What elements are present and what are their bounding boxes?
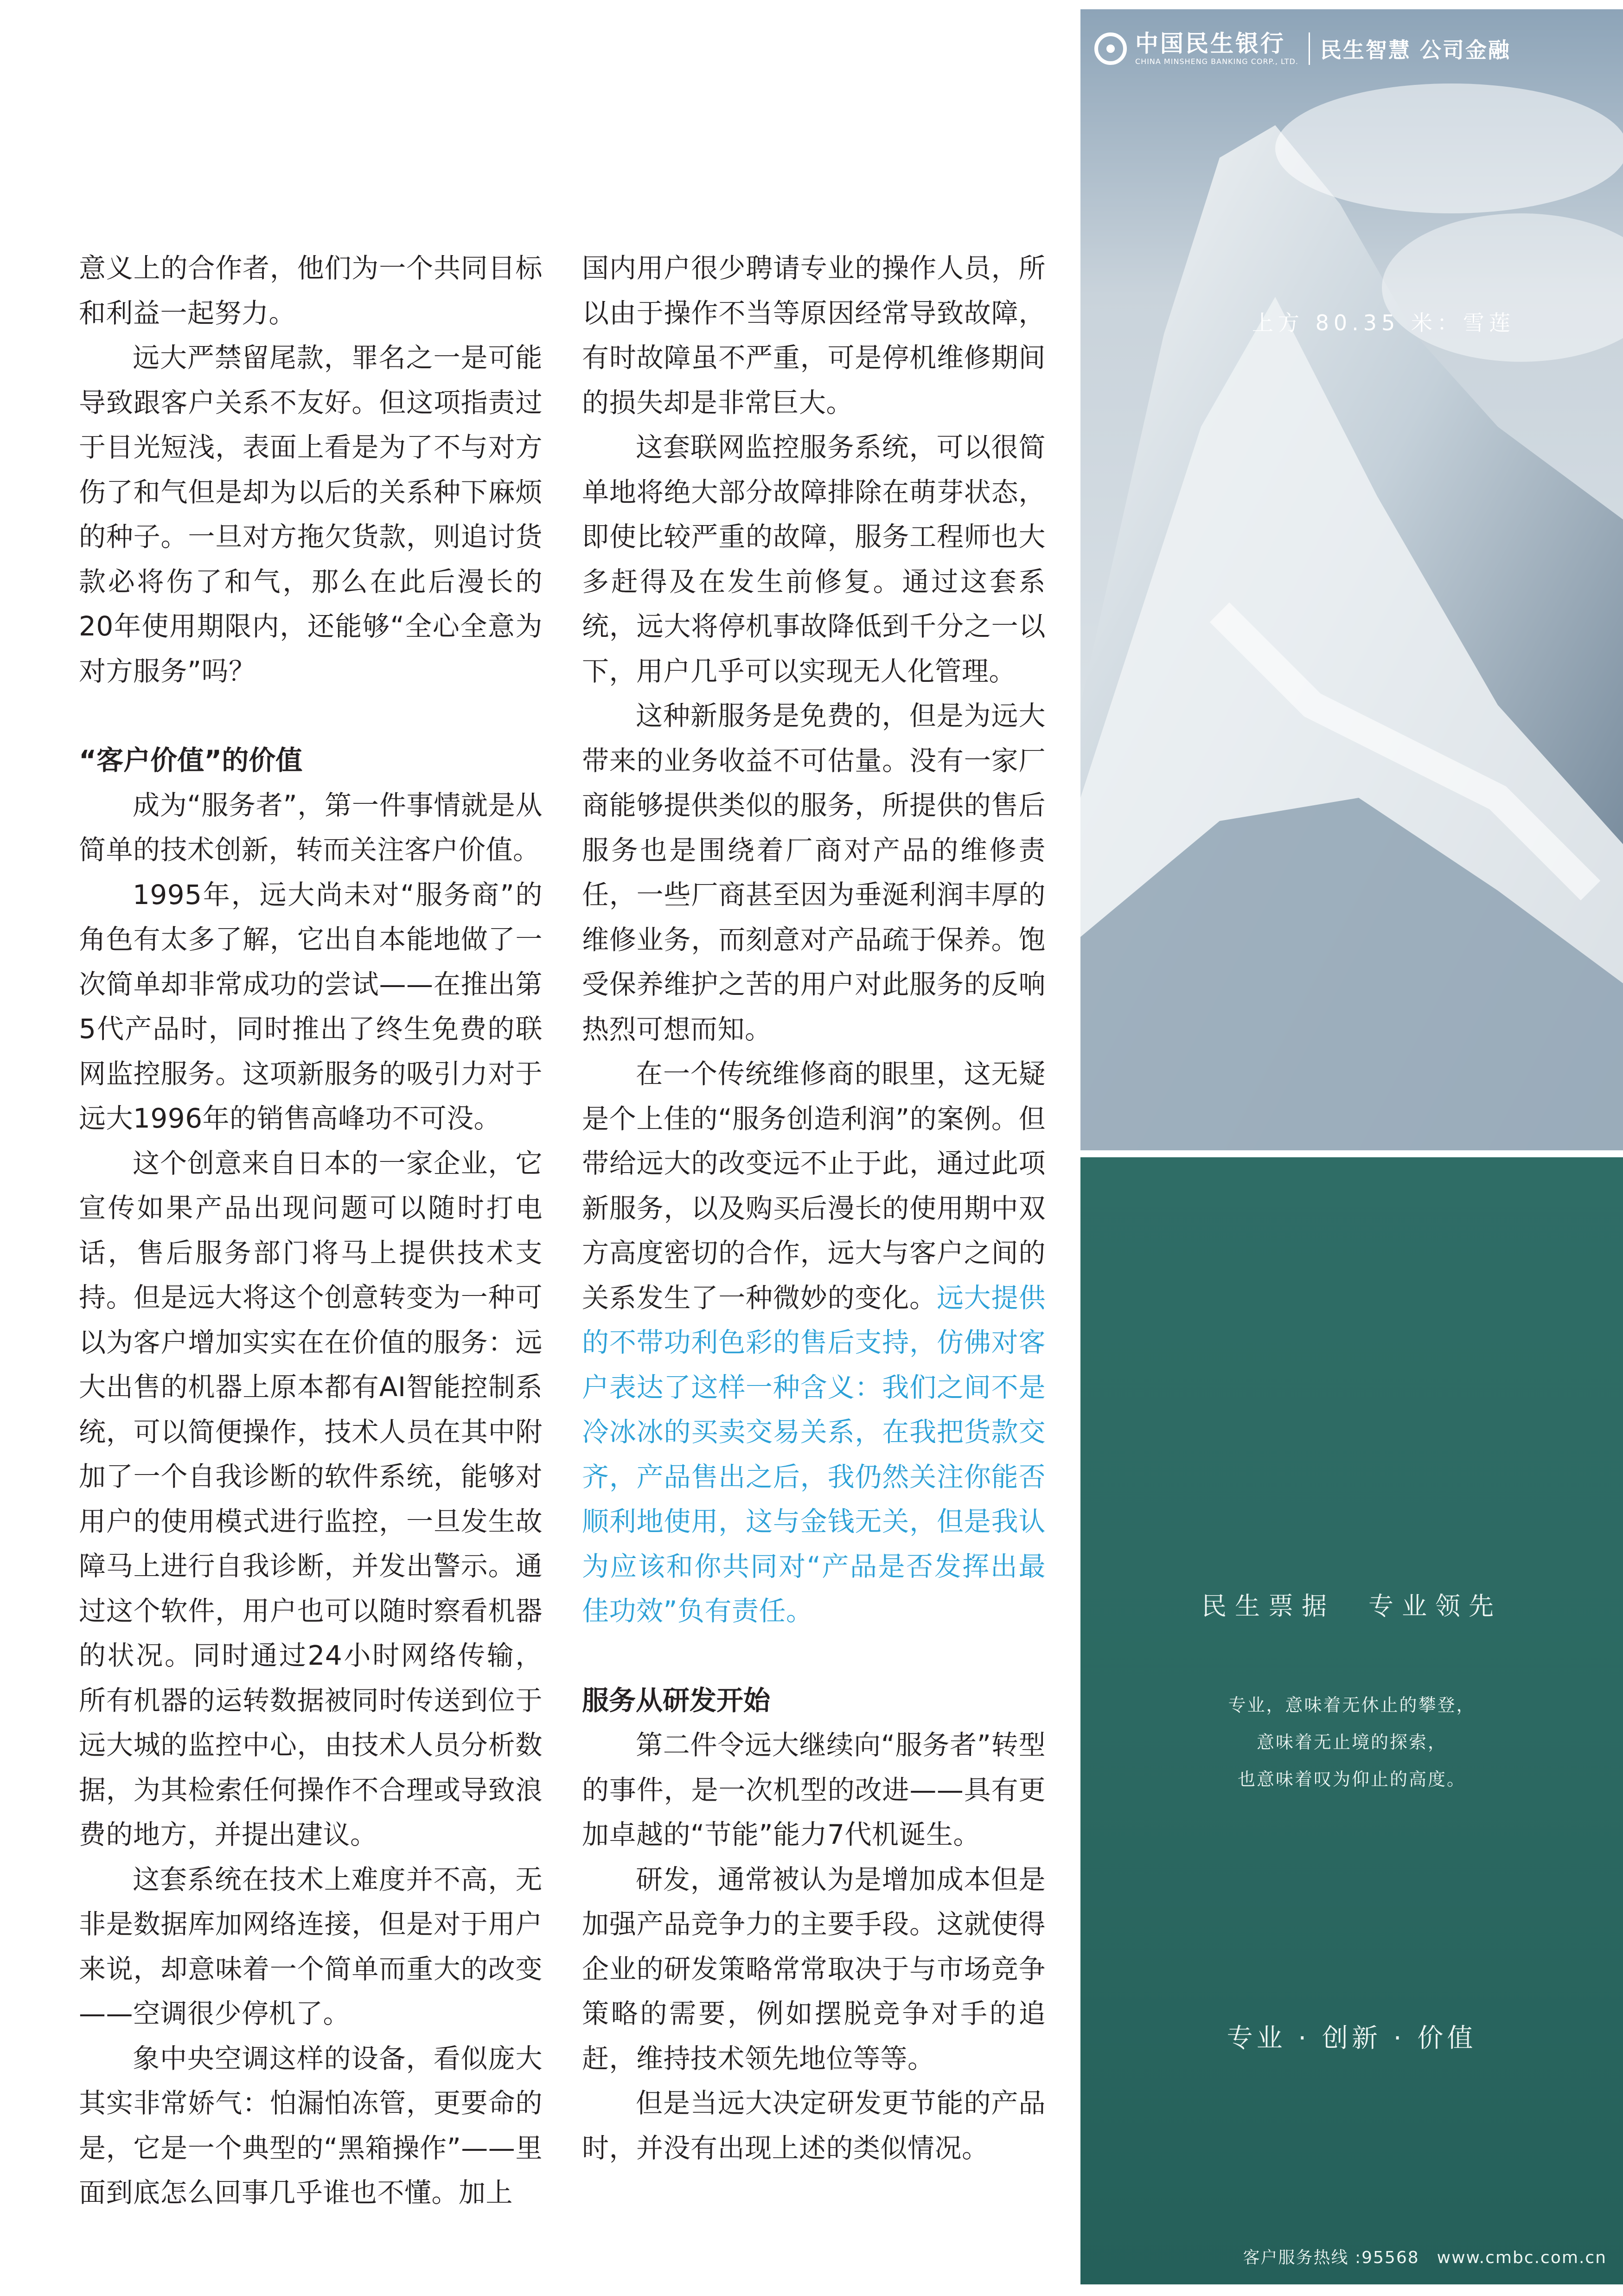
paragraph: 远大严禁留尾款，罪名之一是可能导致跟客户关系不友好。但这项指责过于目光短浅，表面上看是为了不与对方伤了和气但是却为以后的关系种下麻烦的种子。一旦对方拖欠货款，则追讨货款必将伤了和气，那么在此后漫长的20年使用期限内，还能够“全心全意为对方服务”吗？ — [79, 342, 543, 687]
ad-body-line: 意味着无止境的探索， — [1256, 1732, 1447, 1752]
paragraph: 第二件令远大继续向“服务者”转型的事件，是一次机型的改进——具有更加卓越的“节能”能力7代机诞生。 — [582, 1729, 1046, 1850]
section-heading: 服务从研发开始 — [582, 1684, 771, 1716]
article-column-left — [79, 246, 543, 2215]
paragraph: 国内用户很少聘请专业的操作人员，所以由于操作不当等原因经常导致故障，有时故障虽不严重，可是停机维修期间的损失却是非常巨大。 — [582, 252, 1046, 418]
paragraph: 这套联网监控服务系统，可以很简单地将绝大部分故障排除在萌芽状态，即使比较严重的故障，服务工程师也大多赶得及在发生前修复。通过这套系统，远大将停机事故降低到千分之一以下，用户几乎可以实现无人化管理。 — [582, 431, 1046, 687]
paragraph: 象中央空调这样的设备，看似庞大其实非常娇气：怕漏怕冻管，更要命的是，它是一个典型的“黑箱操作”——里面到底怎么回事几乎谁也不懂。加上 — [79, 2042, 543, 2208]
paragraph: 但是当远大决定研发更节能的产品时，并没有出现上述的类似情况。 — [582, 2087, 1046, 2164]
ad-body-line: 专业，意味着无休止的攀登， — [1228, 1695, 1476, 1715]
logo-divider — [1309, 32, 1310, 65]
paragraph-text: 在一个传统维修商的眼里，这无疑是个上佳的“服务创造利润”的案例。但带给远大的改变远不止于此，通过此项新服务，以及购买后漫长的使用期中双方高度密切的合作，远大与客户之间的关系发生了一种微妙的变化。 — [582, 1058, 1046, 1314]
pull-quote-highlight: 远大提供的不带功利色彩的售后支持，仿佛对客户表达了这样一种含义：我们之间不是冷冰冰的买卖交易关系，在我把货款交齐，产品售出之后，我仍然关注你能否顺利地使用，这与金钱无关，但是我认为应该和你共同对“产品是否发挥出最佳功效”负有责任。 — [582, 1282, 1046, 1627]
paragraph: 1995年，远大尚未对“服务商”的角色有太多了解，它出自本能地做了一次简单却非常成功的尝试——在推出第5代产品时，同时推出了终生免费的联网监控服务。这项新服务的吸引力对于远大1996年的销售高峰功不可没。 — [79, 879, 543, 1134]
ad-headline: 民生票据 专业领先 — [1201, 1591, 1502, 1621]
bank-logo-icon — [1094, 32, 1127, 65]
mountain-illustration — [1080, 9, 1623, 1150]
paragraph: 研发，通常被认为是增加成本但是加强产品竞争力的主要手段。这就使得企业的研发策略常常取决于与市场竞争策略的需要，例如摆脱竞争对手的追赶，维持技术领先地位等等。 — [582, 1863, 1046, 2074]
ad-hotline: 客户服务热线 :95568 www.cmbc.com.cn — [1243, 2248, 1607, 2267]
paragraph — [582, 1052, 1046, 1634]
photo-caption: 上方 80.35 米：雪莲 — [1252, 310, 1515, 335]
bank-slogan: 民生智慧 公司金融 — [1320, 38, 1511, 63]
article-column-middle — [582, 246, 1046, 2170]
bank-english-name: CHINA MINSHENG BANKING CORP., LTD. — [1135, 57, 1298, 66]
paragraph: 这个创意来自日本的一家企业，它宣传如果产品出现问题可以随时打电话，售后服务部门将马上提供技术支持。但是远大将这个创意转变为一种可以为客户增加实实在在价值的服务：远大出售的机器上原本都有AI智能控制系统，可以简便操作，技术人员在其中附加了一个自我诊断的软件系统，能够对用户的使用模式进行监控，一旦发生故障马上进行自我诊断，并发出警示。通过这个软件，用户也可以随时察看机器的状况。同时通过24小时网络传输，所有机器的运转数据被同时传送到位于远大城的监控中心，由技术人员分析数据，为其检索任何操作不合理或导致浪费的地方，并提出建议。 — [79, 1147, 543, 1850]
bank-advertisement — [1080, 0, 1623, 2296]
paragraph: 成为“服务者”，第一件事情就是从简单的技术创新，转而关注客户价值。 — [79, 789, 543, 866]
bank-name: 中国民生银行 — [1135, 30, 1285, 57]
mountain-photo — [1080, 9, 1623, 1150]
paragraph: 这套系统在技术上难度并不高，无非是数据库加网络连接，但是对于用户来说，却意味着一个简单而重大的改变——空调很少停机了。 — [79, 1863, 543, 2029]
paragraph: 这种新服务是免费的，但是为远大带来的业务收益不可估量。没有一家厂商能够提供类似的服务，所提供的售后服务也是围绕着厂商对产品的维修责任，一些厂商甚至因为垂涎利润丰厚的维修业务，而刻意对产品疏于保养。饱受保养维护之苦的用户对此服务的反响热烈可想而知。 — [582, 700, 1046, 1045]
paragraph: 意义上的合作者，他们为一个共同目标和利益一起努力。 — [79, 252, 543, 329]
bank-logo — [1094, 23, 1511, 74]
ad-body-line: 也意味着叹为仰止的高度。 — [1237, 1769, 1466, 1789]
section-heading: “客户价值”的价值 — [79, 744, 303, 776]
ad-green-panel — [1080, 1157, 1623, 2284]
ad-values-tagline: 专业 · 创新 · 价值 — [1227, 2023, 1477, 2053]
